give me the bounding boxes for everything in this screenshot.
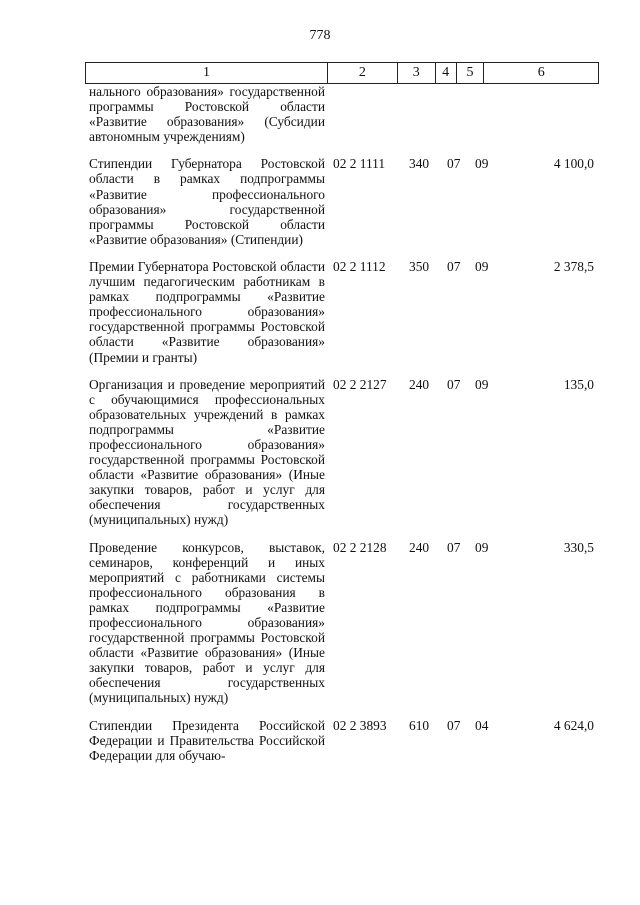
row-subsection: 09 [475,539,489,555]
row-description: Премии Губернатора Ростовской области лучшим педагогическим работникам в рамках подпрограммы «Развитие профессионального образования» государственной программы Ростовской области «Развитие образования» (Премии и гранты) [89,258,325,365]
table-row [85,259,599,369]
header-col-1: 1 [203,65,211,80]
row-expense-type: 350 [409,258,430,274]
row-subsection: 04 [475,717,489,733]
row-expense-type: 240 [409,376,430,392]
row-amount: 4 624,0 [553,717,594,733]
row-amount: 4 100,0 [553,156,594,172]
table-row [85,718,599,767]
row-section: 07 [447,717,461,733]
row-section: 07 [447,376,461,392]
row-description: Организация и проведение мероприятий с обучающимися профессиональных образовательных учреждений в рамках подпрограммы «Развитие профессионального образования» государственной программы Ростовской области «Развитие образования» (Иные закупки товаров, работ и услуг для обеспечения государственных (муниципальных) нужд) [89,376,325,528]
row-section: 07 [447,258,461,274]
row-expense-type: 240 [409,539,430,555]
row-target-code: 02 2 2127 [333,376,387,392]
row-target-code: 02 2 1112 [333,258,386,274]
row-subsection: 09 [475,156,489,172]
row-description: Стипендии Президента Российской Федерации и Правительства Российской Федерации для обучаю- [89,717,325,763]
row-subsection: 09 [475,376,489,392]
table-body [85,84,599,767]
row-target-code: 02 2 2128 [333,539,387,555]
table-row [85,84,599,148]
row-description: Проведение конкурсов, выставок, семинаров, конференций и иных мероприятий с работниками системы профессионального образования в рамках подпрограммы «Развитие профессионального образования» государственной программы Ростовской области «Развитие образования» (Иные закупки товаров, работ и услуг для обеспечения государственных (муниципальных) нужд) [89,539,325,706]
table-header [85,62,599,84]
row-subsection: 09 [475,258,489,274]
header-col-3: 3 [397,63,435,83]
row-target-code: 02 2 1111 [333,156,386,172]
row-amount: 135,0 [563,376,594,392]
row-target-code: 02 2 3893 [333,717,387,733]
row-description: нального образования» государственной программы Ростовской области «Развитие образования» (Субсидии автономным учреждениям) [89,84,325,145]
row-section: 07 [447,156,461,172]
header-col-4: 4 [435,63,456,83]
header-col-5: 5 [456,63,484,83]
table-row [85,377,599,532]
row-description: Стипендии Губернатора Ростовской области в рамках подпрограммы «Развитие профессионального образования» государственной программы Ростовской области «Развитие образования» (Стипендии) [89,156,325,247]
table-row [85,156,599,251]
row-expense-type: 610 [409,717,430,733]
row-section: 07 [447,539,461,555]
page-number: 778 [309,28,331,43]
row-expense-type: 340 [409,156,430,172]
row-amount: 2 378,5 [553,258,594,274]
table-row [85,540,599,710]
header-col-2: 2 [327,63,397,83]
row-amount: 330,5 [563,539,594,555]
header-col-6: 6 [483,63,598,83]
